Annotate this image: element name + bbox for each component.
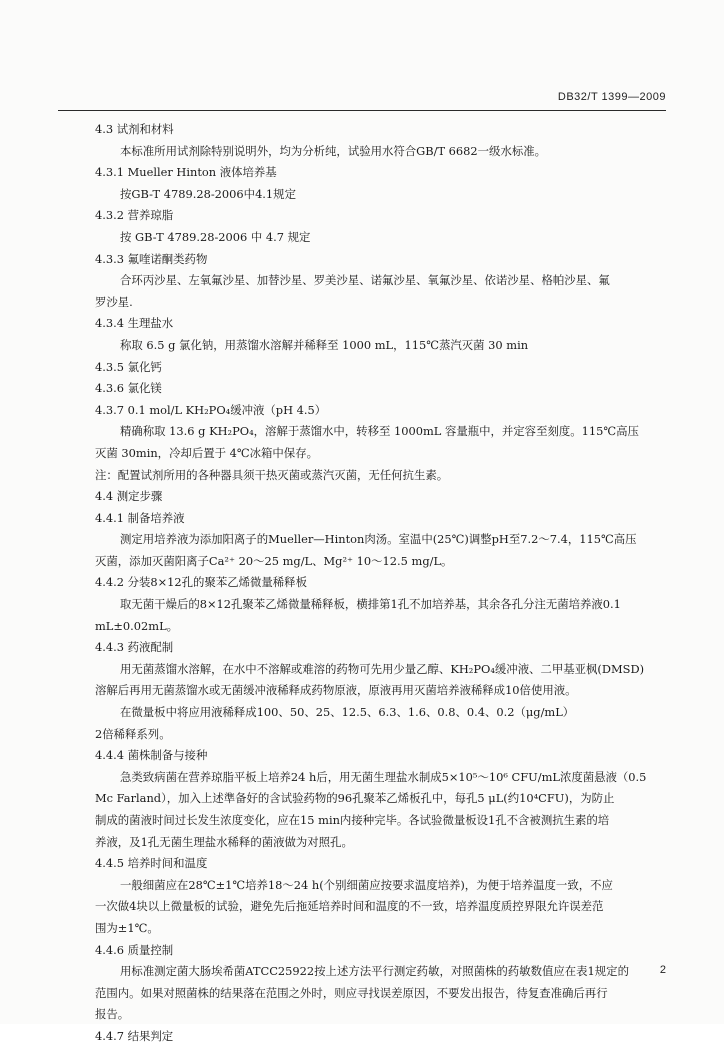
paragraph-line: 一般细菌应在28℃±1℃培养18～24 h(个别细菌应按要求温度培养)，为便于培养温度一致，不应	[120, 877, 613, 892]
paragraph-line: 范围内。如果对照菌株的结果落在范围之外时，则应寻找误差原因，不要发出报告，待复查准确后再行	[95, 985, 608, 1000]
paragraph-line: 2倍稀释系列。	[95, 726, 171, 741]
page-number: 2	[659, 964, 666, 976]
document-number: DB32/T 1399—2009	[557, 91, 666, 103]
paragraph-line: 围为±1℃。	[95, 920, 159, 935]
paragraph-line: 用标准测定菌大肠埃希菌ATCC25922按上述方法平行测定药敏，对照菌株的药敏数值应在表1规定的	[120, 964, 629, 979]
paragraph-line: 制成的菌液时间过长发生浓度变化，应在15 min内接种完毕。各试验微量板设1孔不含被测抗生素的培	[95, 813, 610, 827]
paragraph-line: 用无菌蒸馏水溶解，在水中不溶解或难溶的药物可先用少量乙醇、KH₂PO₄缓冲液、二甲基亚枫(DMSD)	[120, 661, 645, 676]
paragraph-line: 罗沙星.	[95, 294, 133, 309]
section-heading-4-4-6: 4.4.6 质量控制	[95, 942, 174, 957]
paragraph-line: mL±0.02mL。	[95, 618, 179, 633]
paragraph-line: 灭菌，添加灭菌阳离子Ca²⁺ 20～25 mg/L、Mg²⁺ 10～12.5 mg/L。	[95, 553, 453, 568]
paragraph-line: 一次做4块以上微量板的试验，避免先后拖延培养时间和温度的不一致，培养温度质控界限允许误差范	[95, 899, 604, 914]
section-heading-4-3-7: 4.3.7 0.1 mol/L KH₂PO₄缓冲液（pH 4.5）	[95, 402, 327, 417]
section-heading-4-4-7: 4.4.7 结果判定	[95, 1028, 174, 1043]
paragraph-line: 取无菌干燥后的8×12孔聚苯乙烯微量稀释板，横排第1孔不加培养基，其余各孔分注无菌培养液0.1	[120, 597, 621, 612]
section-heading-4-3: 4.3 试剂和材料	[95, 122, 174, 136]
paragraph-line: 按GB-T 4789.28-2006中4.1规定	[120, 186, 296, 201]
paragraph-line: 溶解后再用无菌蒸馏水或无菌缓冲液稀释成药物原液，原液再用灭菌培养液稀释成10倍使用液。	[95, 683, 577, 698]
paragraph-line: 养液，及1孔无菌生理盐水稀释的菌液做为对照孔。	[95, 834, 353, 849]
section-heading-4-3-2: 4.3.2 营养琼脂	[95, 208, 174, 223]
paragraph-line: 精确称取 13.6 g KH₂PO₄，溶解于蒸馏水中，转移至 1000mL 容量瓶中，并定容至刻度。115℃高压	[120, 424, 639, 439]
section-heading-4-3-1: 4.3.1 Mueller Hinton 液体培养基	[95, 165, 277, 180]
section-heading-4-3-4: 4.3.4 生理盐水	[95, 316, 174, 331]
section-heading-4-4-5: 4.4.5 培养时间和温度	[95, 856, 208, 871]
section-heading-4-4-1: 4.4.1 制备培养液	[95, 510, 185, 525]
section-heading-4-4-4: 4.4.4 菌株制备与接种	[95, 748, 208, 763]
section-heading-4-3-5: 4.3.5 氯化钙	[95, 359, 162, 374]
section-heading-4-4-2: 4.4.2 分装8×12孔的聚苯乙烯微量稀释板	[95, 575, 307, 590]
section-heading-4-3-6: 4.3.6 氯化镁	[95, 381, 162, 396]
paragraph-line: Mc Farland），加入上述準备好的含试验药物的96孔聚苯乙烯板孔中，每孔5 μL(约10⁴CFU)，为防止	[95, 791, 615, 806]
paragraph-line: 急类致病菌在营养琼脂平板上培养24 h后，用无菌生理盐水制成5×10⁵～10⁶ CFU/mL浓度菌悬液（0.5	[120, 769, 647, 784]
section-heading-4-4-3: 4.4.3 药液配制	[95, 640, 174, 655]
paragraph-line: 按 GB-T 4789.28-2006 中 4.7 规定	[120, 229, 311, 244]
paragraph-line: 本标准所用试剂除特别说明外，均为分析纯，试验用水符合GB/T 6682一级水标准。	[120, 143, 547, 158]
paragraph-line: 灭菌 30min，冷却后置于 4℃冰箱中保存。	[95, 445, 318, 460]
body-text	[95, 119, 667, 1048]
paragraph-line: 合环丙沙星、左氧氟沙星、加替沙星、罗美沙星、诺氟沙星、氧氟沙星、依诺沙星、格帕沙星、氟	[120, 273, 610, 288]
header-rule	[58, 110, 666, 111]
paragraph-line: 报告。	[95, 1007, 130, 1022]
section-heading-4-4: 4.4 测定步骤	[95, 489, 163, 504]
paragraph-line: 测定用培养液为添加阳离子的Mueller—Hinton肉汤。室温中(25℃)调整pH至7.2～7.4，115℃高压	[120, 532, 637, 547]
note-line: 注：配置试剂所用的各种器具须干热灭菌或蒸汽灭菌，无任何抗生素。	[95, 467, 449, 482]
paragraph-line: 在微量板中将应用液稀释成100、50、25、12.5、6.3、1.6、0.8、0.4、0.2（μg/mL）	[120, 705, 575, 720]
paragraph-line: 称取 6.5 g 氯化钠，用蒸馏水溶解并稀释至 1000 mL，115℃蒸汽灭菌 30 min	[120, 337, 529, 352]
section-heading-4-3-3: 4.3.3 氟喹诺酮类药物	[95, 251, 208, 266]
